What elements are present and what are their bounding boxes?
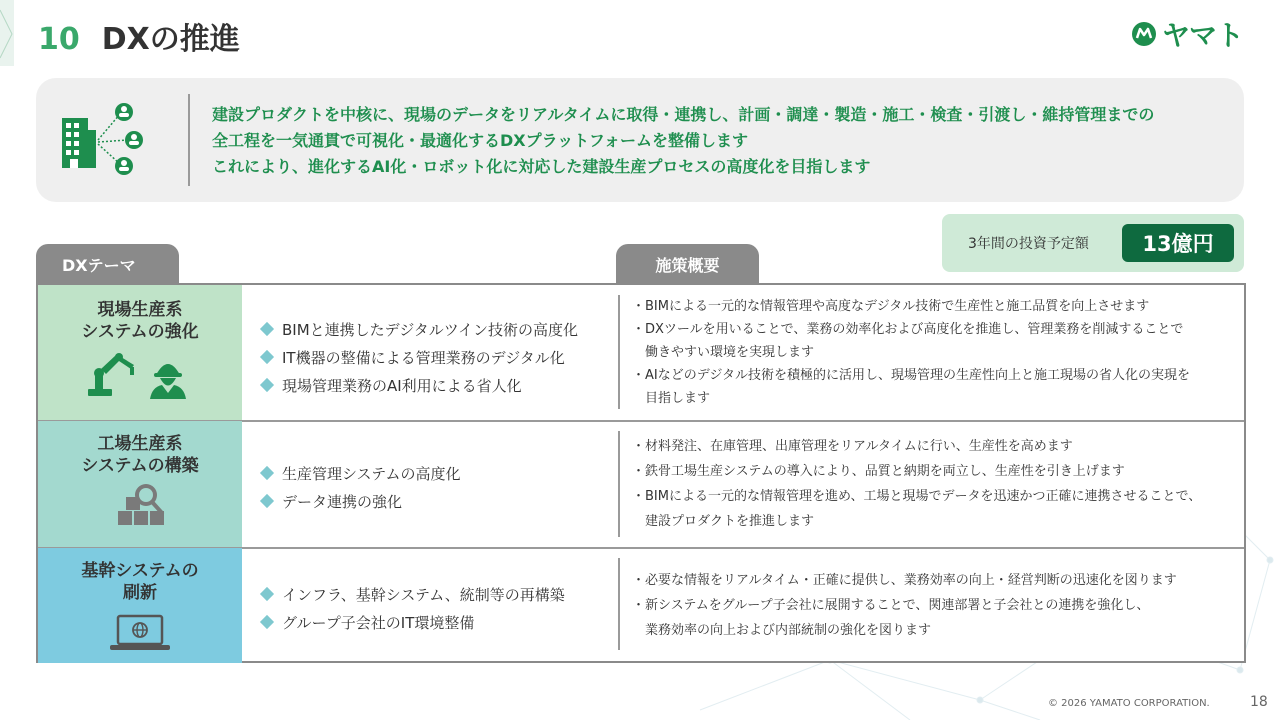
theme-cell	[38, 285, 242, 421]
detail-line: 働きやすい環境を実現します	[632, 345, 815, 360]
diamond-bullet-icon	[260, 378, 274, 392]
corner-decoration	[0, 0, 14, 66]
summary-line: 建設プロダクトを中核に、現場のデータをリアルタイムに取得・連携し、計画・調達・製造・施工・検査・引渡し・維持管理までの	[212, 105, 1155, 124]
policy-details	[632, 568, 1238, 643]
column-divider	[618, 431, 620, 537]
page-number: 18	[1250, 694, 1268, 710]
dx-theme-table	[36, 283, 1246, 663]
detail-line: ・材料発注、在庫管理、出庫管理をリアルタイムに行い、生産性を高めます	[632, 439, 1073, 454]
detail-line: ・BIMによる一元的な情報管理を進め、工場と現場でデータを迅速かつ正確に連携させることで、	[632, 489, 1202, 504]
company-logo	[1130, 14, 1250, 54]
theme-cell	[38, 548, 242, 663]
investment-label: 3年間の投資予定額	[968, 236, 1089, 252]
summary-panel	[36, 78, 1244, 202]
investment-badge	[942, 214, 1244, 272]
policy-details	[632, 434, 1238, 534]
summary-text	[212, 102, 1232, 180]
tab-dx-theme: DXテーマ	[36, 244, 179, 284]
tab-policy-overview: 施策概要	[616, 244, 759, 284]
diamond-bullet-icon	[260, 322, 274, 336]
table-row	[38, 421, 1244, 548]
yamato-mark-icon	[1130, 20, 1158, 48]
table-row	[38, 285, 1244, 421]
boxes-magnifier-icon	[116, 481, 166, 527]
list-item: グループ子会社のIT環境整備	[260, 608, 565, 636]
copyright-text: © 2026 YAMATO CORPORATION.	[1048, 698, 1210, 709]
list-item: BIMと連携したデジタルツイン技術の高度化	[260, 315, 578, 343]
list-item: 現場管理業務のAI利用による省人化	[260, 371, 578, 399]
diamond-bullet-icon	[260, 615, 274, 629]
section-number: 10	[38, 22, 80, 57]
detail-line: 目指します	[632, 391, 711, 406]
detail-line: ・AIなどのデジタル技術を積極的に活用し、現場管理の生産性向上と施工現場の省人化の実現を	[632, 368, 1190, 383]
initiative-list	[260, 580, 565, 636]
theme-title: 工場生産系 システムの構築	[81, 434, 199, 476]
policy-details	[632, 295, 1238, 410]
detail-line: 業務効率の向上および内部統制の強化を図ります	[632, 623, 932, 638]
summary-divider	[188, 94, 190, 186]
detail-line: ・鉄骨工場生産システムの導入により、品質と納期を両立し、生産性を引き上げます	[632, 464, 1125, 479]
diamond-bullet-icon	[260, 587, 274, 601]
page-title: DXの推進	[101, 22, 240, 57]
initiative-list	[260, 315, 578, 399]
diamond-bullet-icon	[260, 494, 274, 508]
summary-line: これにより、進化するAI化・ロボット化に対応した建設生産プロセスの高度化を目指します	[212, 157, 871, 176]
initiative-list	[260, 459, 461, 515]
page-header	[38, 14, 240, 58]
summary-line: 全工程を一気通貫で可視化・最適化するDXプラットフォームを整備します	[212, 131, 749, 150]
diamond-bullet-icon	[260, 350, 274, 364]
list-item: IT機器の整備による管理業務のデジタル化	[260, 343, 578, 371]
detail-line: ・新システムをグループ子会社に展開することで、関連部署と子会社との連携を強化し、	[632, 598, 1150, 613]
building-network-icon	[58, 100, 148, 180]
robot-arm-and-worker-icon	[86, 349, 198, 399]
column-divider	[618, 295, 620, 409]
detail-line: ・DXツールを用いることで、業務の効率化および高度化を推進し、管理業務を削減することで	[632, 322, 1184, 337]
list-item: 生産管理システムの高度化	[260, 459, 461, 487]
list-item: インフラ、基幹システム、統制等の再構築	[260, 580, 565, 608]
theme-cell	[38, 421, 242, 548]
theme-title: 現場生産系 システムの強化	[81, 300, 199, 342]
logo-wordmark: ヤマト	[1162, 19, 1244, 52]
column-divider	[618, 558, 620, 650]
diamond-bullet-icon	[260, 466, 274, 480]
laptop-globe-icon	[108, 614, 172, 652]
investment-value: 13億円	[1122, 224, 1234, 262]
theme-title: 基幹システムの 刷新	[81, 561, 199, 603]
list-item: データ連携の強化	[260, 487, 461, 515]
table-row	[38, 548, 1244, 663]
detail-line: ・必要な情報をリアルタイム・正確に提供し、業務効率の向上・経営判断の迅速化を図ります	[632, 573, 1177, 588]
detail-line: ・BIMによる一元的な情報管理や高度なデジタル技術で生産性と施工品質を向上させます	[632, 299, 1150, 314]
detail-line: 建設プロダクトを推進します	[632, 514, 815, 529]
